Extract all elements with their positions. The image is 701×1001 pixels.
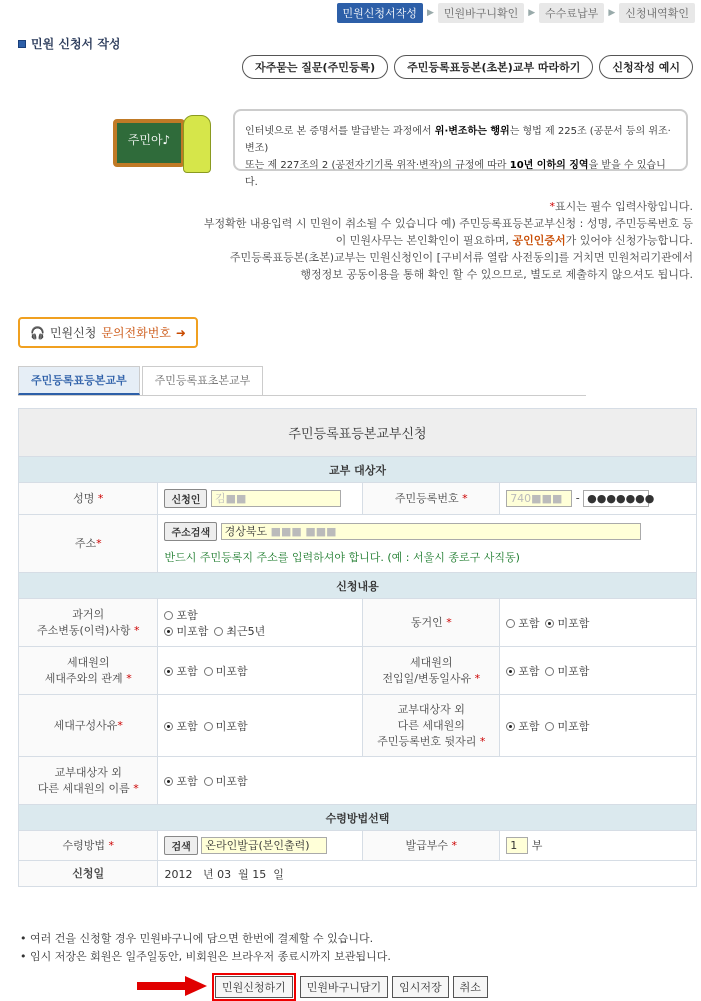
step-arrow-icon: ▶	[426, 8, 434, 18]
forgery-warning	[105, 105, 688, 188]
hh-relation-label: 세대원의 세대주와의 관계 *	[19, 647, 158, 695]
action-buttons	[212, 973, 488, 1001]
notice-text: *표시는 필수 입력사항입니다. 부정확한 내용입력 시 민원이 취소될 수 있습니다 예) 주민등록표등본교부신청 : 성명, 주민등록번호 등 이 민원사무는 본인확인이 필요하며, 공인인증서가 있어야 신청가능합니다. 주민등록표등본(초본)교부는 민원신청인이 [구비서류 열람 사전동의]를 거치면 민원처리기관에서 행정정보 공동이용을 통해 확인 할 수 있으므로, 별도로 제출하지 않으셔도 됩니다.	[203, 200, 693, 281]
tab-bar	[18, 366, 586, 396]
section-content: 신청내용	[19, 573, 697, 599]
hh-relation-include-radio[interactable]	[164, 667, 173, 676]
step-history: 신청내역확인	[619, 3, 695, 23]
step-indicator	[337, 3, 695, 23]
date-label: 신청일	[19, 861, 158, 887]
address-field[interactable]: 경상북도 ■■■ ■■■	[221, 523, 641, 540]
rrn-cell: 740■■■ - ●●●●●●●	[500, 483, 697, 515]
step-arrow-icon: ▶	[608, 8, 616, 18]
arrow-right-icon: ➜	[175, 325, 186, 340]
warning-box: 인터넷으로 본 증명서를 발급받는 과정에서 위·변조하는 행위는 형법 제 225조 (공문서 등의 위조·변조) 또는 제 227조의 2 (공전자기기록 위작·변작)의 규정에 따라 10년 이하의 징역을 받을 수 있습니다.	[233, 109, 688, 171]
cohabitant-include-radio[interactable]	[506, 619, 515, 628]
other-rrn-exclude-radio[interactable]	[545, 722, 554, 731]
receive-search-button[interactable]: 검색	[164, 836, 197, 855]
headset-icon: 🎧	[30, 325, 45, 340]
copies-cell: 1 부	[500, 831, 697, 861]
name-field[interactable]: 김■■	[211, 490, 341, 507]
hh-relation-exclude-radio[interactable]	[204, 667, 213, 676]
hh-move-include-radio[interactable]	[506, 667, 515, 676]
temp-save-button[interactable]: 임시저장	[392, 976, 449, 998]
form-title: 주민등록표등본교부신청	[19, 409, 697, 457]
cohabitant-options: 포함 미포함	[500, 599, 697, 647]
application-form	[18, 408, 697, 887]
copies-field[interactable]: 1	[506, 837, 528, 854]
submit-application-button[interactable]: 민원신청하기	[215, 976, 293, 998]
application-date: 2012 년 03 월 15 일	[158, 861, 697, 887]
hh-relation-options: 포함 미포함	[158, 647, 363, 695]
rrn-front-field[interactable]: 740■■■	[506, 490, 572, 507]
step-arrow-icon: ▶	[528, 8, 536, 18]
other-rrn-label: 교부대상자 외 다른 세대원의 주민등록번호 뒷자리 *	[363, 695, 500, 757]
mascot-image	[105, 109, 225, 175]
tab-resident-copy[interactable]: 주민등록표등본교부	[18, 366, 140, 395]
inquiry-phone-button[interactable]: 🎧 민원신청 문의전화번호 ➜	[18, 317, 198, 348]
past-address-include-radio[interactable]	[164, 611, 173, 620]
past-address-label: 과거의 주소변동(이력)사항 *	[19, 599, 158, 647]
hh-reason-include-radio[interactable]	[164, 722, 173, 731]
section-receive: 수령방법선택	[19, 805, 697, 831]
cohabitant-label: 동거인 *	[363, 599, 500, 647]
receive-method-field[interactable]: 온라인발급(본인출력)	[201, 837, 327, 854]
name-cell	[158, 483, 363, 515]
faq-button[interactable]: 자주묻는 질문(주민등록)	[242, 55, 388, 79]
name-label: 성명 *	[19, 483, 158, 515]
other-name-options: 포함 미포함	[158, 757, 697, 805]
add-to-basket-button[interactable]: 민원바구니담기	[300, 976, 388, 998]
copies-label: 발급부수 *	[363, 831, 500, 861]
page-title	[18, 35, 121, 52]
address-search-button[interactable]: 주소검색	[164, 522, 217, 541]
tab-resident-abstract[interactable]: 주민등록표초본교부	[142, 366, 264, 395]
address-cell	[158, 515, 697, 573]
other-rrn-options: 포함 미포함	[500, 695, 697, 757]
other-rrn-include-radio[interactable]	[506, 722, 515, 731]
other-name-include-radio[interactable]	[164, 777, 173, 786]
pencil-mascot-icon	[183, 115, 211, 173]
section-target: 교부 대상자	[19, 457, 697, 483]
other-name-exclude-radio[interactable]	[204, 777, 213, 786]
hh-reason-label: 세대구성사유*	[19, 695, 158, 757]
help-buttons	[242, 55, 693, 79]
rrn-back-field[interactable]: ●●●●●●●	[583, 490, 649, 507]
address-hint: 반드시 주민등록지 주소를 입력하셔야 합니다. (예 : 서울시 종로구 사직동)	[164, 551, 520, 564]
highlight-frame	[212, 973, 296, 1001]
page-title-text: 민원 신청서 작성	[31, 37, 121, 51]
tutorial-button[interactable]: 주민등록표등본(초본)교부 따라하기	[394, 55, 593, 79]
hh-move-options: 포함 미포함	[500, 647, 697, 695]
receive-method-label: 수령방법 *	[19, 831, 158, 861]
applicant-button[interactable]: 신청인	[164, 489, 207, 508]
step-basket: 민원바구니확인	[438, 3, 524, 23]
rrn-label: 주민등록번호 *	[363, 483, 500, 515]
step-apply-form: 민원신청서작성	[337, 3, 423, 23]
hh-move-exclude-radio[interactable]	[545, 667, 554, 676]
example-button[interactable]: 신청작성 예시	[599, 55, 693, 79]
other-name-label: 교부대상자 외 다른 세대원의 이름 *	[19, 757, 158, 805]
red-arrow-icon	[137, 976, 207, 996]
past-address-recent5-radio[interactable]	[214, 627, 223, 636]
step-fee: 수수료납부	[539, 3, 604, 23]
chalkboard-icon: 주민아♪	[113, 119, 185, 167]
receive-method-cell	[158, 831, 363, 861]
cohabitant-exclude-radio[interactable]	[545, 619, 554, 628]
cancel-button[interactable]: 취소	[453, 976, 488, 998]
address-label: 주소*	[19, 515, 158, 573]
hh-reason-exclude-radio[interactable]	[204, 722, 213, 731]
hh-move-label: 세대원의 전입일/변동일사유 *	[363, 647, 500, 695]
past-address-exclude-radio[interactable]	[164, 627, 173, 636]
past-address-options: 포함 미포함 최근5년	[158, 599, 363, 647]
bottom-notes: • 여러 건을 신청할 경우 민원바구니에 담으면 한번에 결제할 수 있습니다. • 임시 저장은 회원은 일주일동안, 비회원은 브라우저 종료시까지 보관됩니다.	[20, 932, 391, 963]
square-bullet-icon	[18, 40, 26, 48]
hh-reason-options: 포함 미포함	[158, 695, 363, 757]
